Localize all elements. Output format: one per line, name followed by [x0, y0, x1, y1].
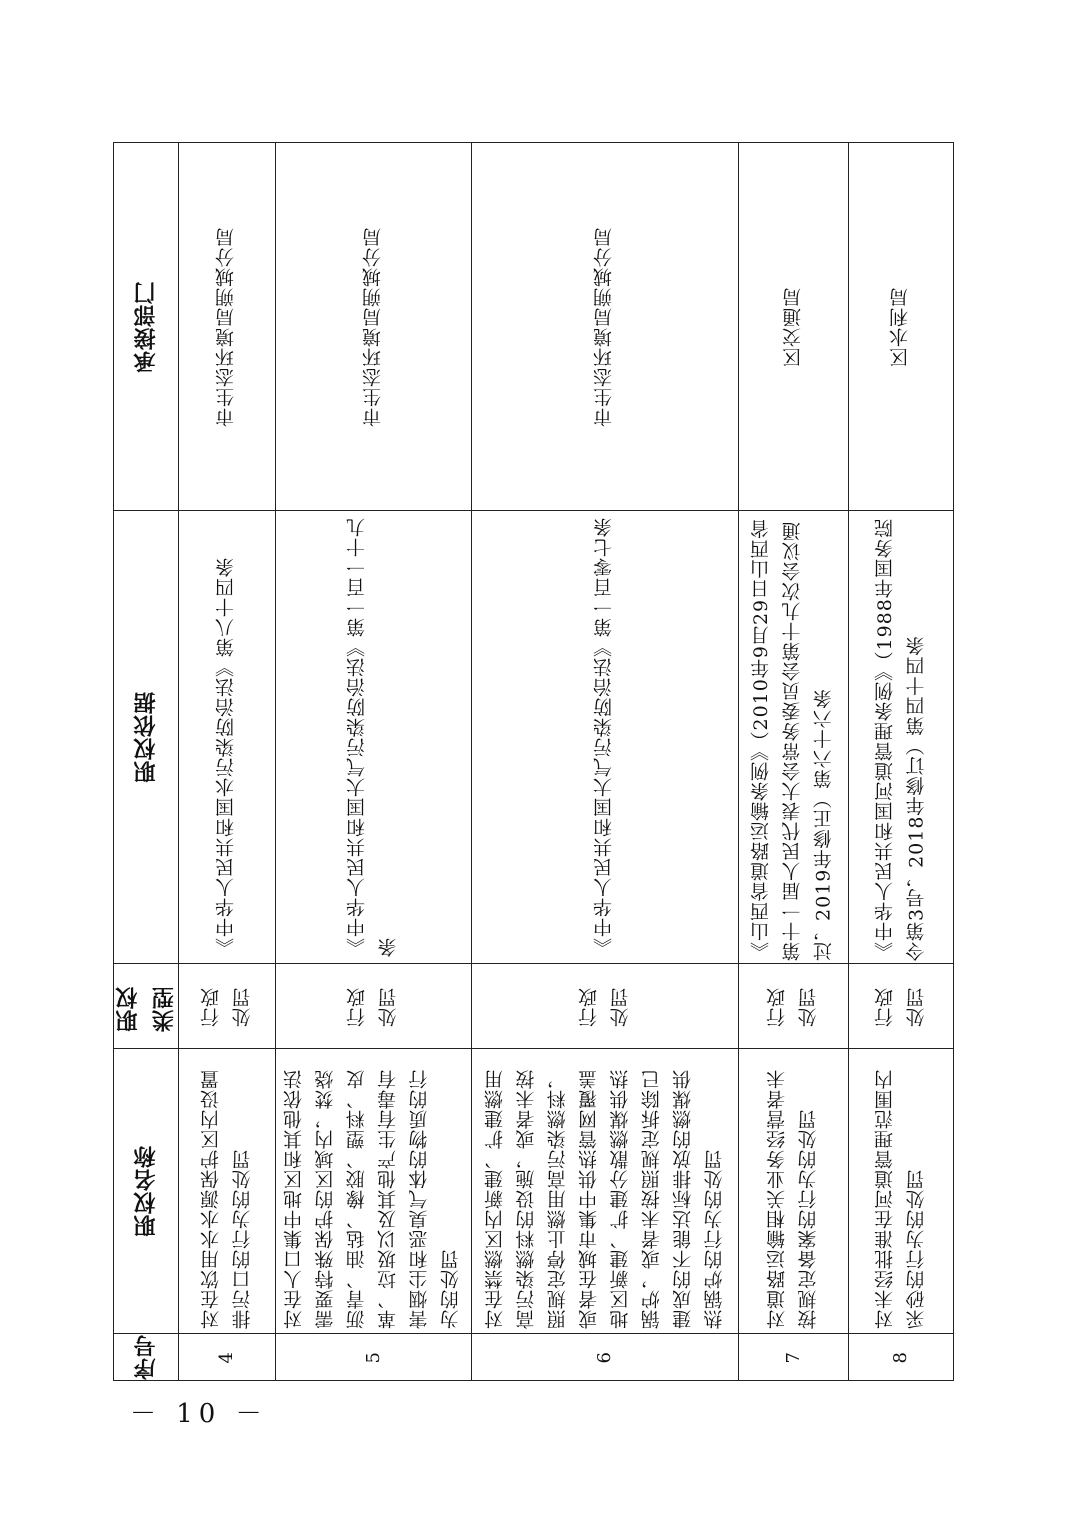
- row-4-dept: 市生态环境局朔城分局: [215, 226, 238, 427]
- row-7-name: 对道路运输相关业务经营者未按规定备案的行为的处罚: [766, 1069, 820, 1329]
- row-5-type: 行政处罚: [346, 987, 400, 1027]
- header-basis-cell: [114, 511, 179, 964]
- row-7-dept: 区交通局: [781, 286, 804, 367]
- type-cell: [276, 964, 472, 1049]
- name-cell: [849, 1049, 954, 1334]
- name-cell: [179, 1049, 276, 1334]
- row-7-basis: 《山西省道路运输条例》（2010年9月29日山西省第十一届人民代表大会常务委员会第十九次会议通过，2019年修正）第六十六条: [750, 518, 836, 961]
- row-6-basis: 《中华人民共和国大气污染防治法》第一百零七条: [593, 517, 616, 957]
- row-4-basis: 《中华人民共和国水污染防治法》第八十四条: [215, 557, 238, 957]
- header-dept: 承接部门: [132, 280, 159, 373]
- seq-cell: [179, 1334, 276, 1381]
- row-4-name: 对在饮用水水源保护区内设置排污口的行为的处罚: [199, 1069, 253, 1329]
- row-5-seq: 5: [362, 1350, 384, 1364]
- row-8-dept: 区水利局: [889, 286, 912, 367]
- row-8-type: 行政处罚: [873, 987, 927, 1027]
- type-row: [114, 964, 954, 1049]
- seq-cell: [276, 1334, 472, 1381]
- name-cell: [276, 1049, 472, 1334]
- basis-cell: [849, 511, 954, 964]
- row-5-name: 对在人口集中地区和其他依法需要特殊保护的区域内，焚烧沥青、油毡、橡胶、塑料、皮革、垃圾以及其他产生有毒有害烟尘和恶臭气体的物质的行为的处罚: [283, 1069, 463, 1329]
- type-cell: [472, 964, 739, 1049]
- row-8-name: 对未经批准在河道管理范围内采砂的行为的处罚: [873, 1069, 927, 1329]
- type-cell: [849, 964, 954, 1049]
- dept-row: [114, 143, 954, 511]
- dept-cell: [472, 143, 739, 511]
- header-basis: 职权依据: [132, 691, 159, 783]
- row-6-type: 行政处罚: [577, 987, 631, 1027]
- name-cell: [739, 1049, 849, 1334]
- type-cell: [739, 964, 849, 1049]
- row-6-dept: 市生态环境局朔城分局: [593, 226, 616, 427]
- seq-cell: [739, 1334, 849, 1381]
- header-name: 职权名称: [132, 1145, 159, 1237]
- header-seq: 序号: [132, 1334, 159, 1380]
- header-name-cell: [114, 1049, 179, 1334]
- seq-cell: [472, 1334, 739, 1381]
- dept-cell: [739, 143, 849, 511]
- basis-cell: [179, 511, 276, 964]
- header-type: 职权类型: [114, 986, 177, 1032]
- basis-cell: [739, 511, 849, 964]
- header-dept-cell: [114, 143, 179, 511]
- seq-cell: [849, 1334, 954, 1381]
- basis-cell: [472, 511, 739, 964]
- dept-cell: [276, 143, 472, 511]
- basis-row: [114, 511, 954, 964]
- row-7-seq: 7: [782, 1350, 804, 1364]
- dept-cell: [849, 143, 954, 511]
- row-6-seq: 6: [594, 1350, 616, 1364]
- page-number: － 10 －: [130, 1399, 268, 1429]
- row-5-dept: 市生态环境局朔城分局: [361, 226, 384, 427]
- row-4-seq: 4: [216, 1350, 238, 1364]
- row-5-basis: 《中华人民共和国大气污染防治法》第一百一十九条: [346, 517, 400, 957]
- row-6-name: 对在禁燃区内新建、扩建燃用高污染燃料的设施，或者未按照规定停止燃用高污染燃料，或者在城市集中供热管网覆盖地区新建、扩建分散燃煤供热锅炉，或者未按照规定拆除已建成的不能达标排放的燃煤供热锅炉的行为的处罚: [483, 1069, 726, 1329]
- basis-cell: [276, 511, 472, 964]
- row-8-basis: 《中华人民共和国河道管理条例》（1988年国务院令第3号，2018年修订）第四十四条: [873, 518, 927, 961]
- row-8-seq: 8: [890, 1350, 912, 1364]
- row-4-type: 行政处罚: [199, 987, 253, 1027]
- header-seq-cell: [114, 1334, 179, 1381]
- name-row: [114, 1049, 954, 1334]
- authority-table: [113, 142, 954, 1381]
- name-cell: [472, 1049, 739, 1334]
- type-cell: [179, 964, 276, 1049]
- seq-row: [114, 1334, 954, 1381]
- dept-cell: [179, 143, 276, 511]
- row-7-type: 行政处罚: [766, 987, 820, 1027]
- header-type-cell: [114, 964, 179, 1049]
